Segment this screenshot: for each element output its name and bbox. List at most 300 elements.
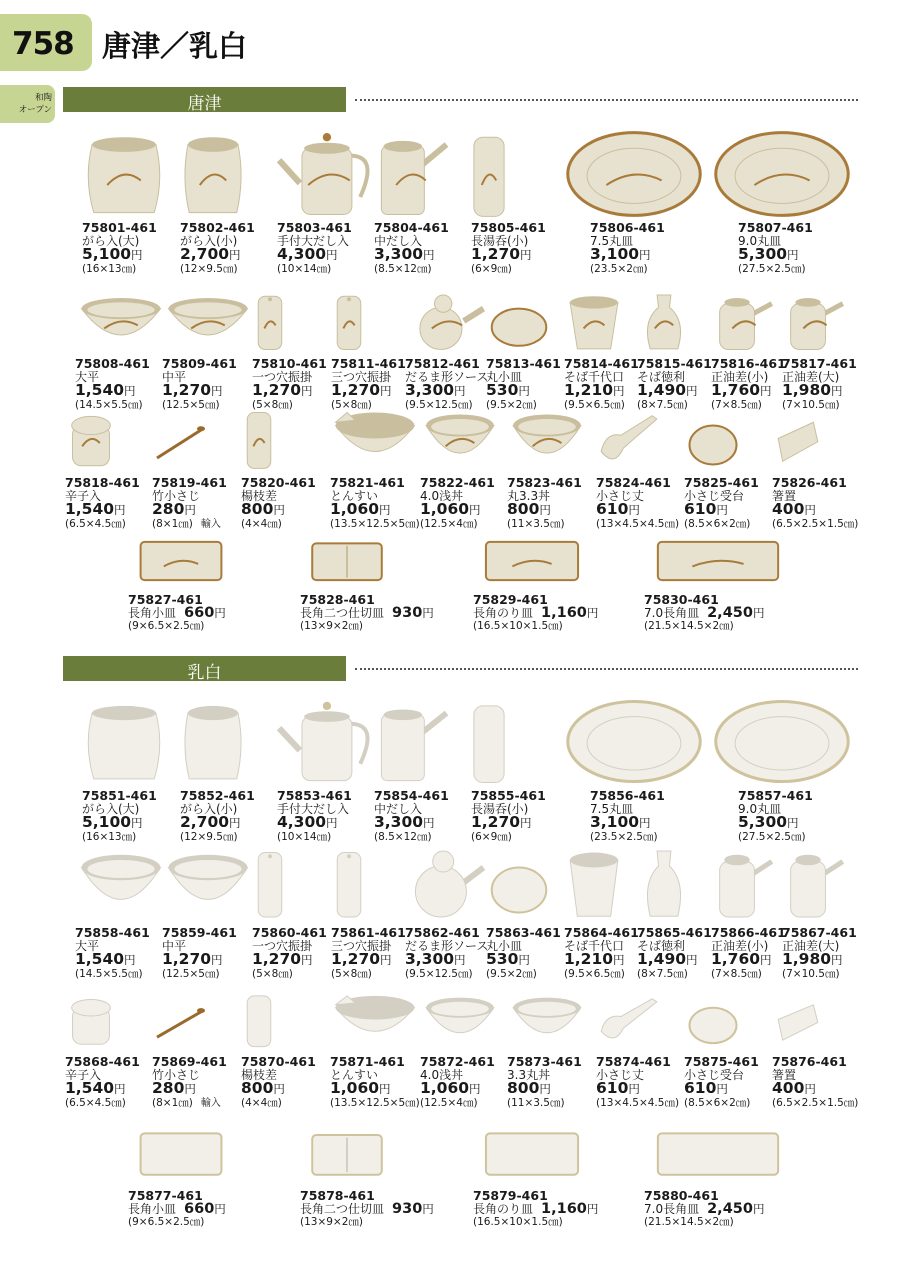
- page-title: 唐津／乳白: [102, 29, 248, 63]
- product-price: 4,300: [277, 245, 327, 263]
- product-code: 75854-461: [374, 788, 449, 803]
- yen-unit: 円: [214, 1201, 226, 1216]
- product-image: [483, 536, 581, 585]
- product-code: 75868-461: [65, 1054, 140, 1069]
- product-item: [241, 1055, 316, 1110]
- yen-unit: 円: [273, 1082, 285, 1096]
- product-name: がら入(小): [180, 233, 238, 248]
- product-item: [471, 789, 546, 844]
- yen-unit: 円: [184, 1082, 196, 1096]
- product-item: [507, 1055, 582, 1110]
- product-price: 1,540: [65, 1079, 115, 1097]
- yen-unit: 円: [760, 384, 772, 398]
- product-price-line: [420, 1079, 495, 1097]
- product-item: [65, 1055, 140, 1110]
- product-code: 75855-461: [471, 788, 546, 803]
- product-price-line: [473, 604, 599, 621]
- product-image: [654, 1127, 782, 1180]
- product-name: 箸置: [772, 488, 797, 503]
- product-price: 800: [241, 1079, 274, 1097]
- product-size: (8×1㎝) 輸入: [152, 517, 221, 530]
- product-price: 1,980: [782, 950, 832, 968]
- product-size: (5×8㎝): [252, 967, 293, 980]
- product-price: 610: [596, 1079, 629, 1097]
- product-code: 75875-461: [684, 1054, 759, 1069]
- product-price: 1,270: [331, 950, 381, 968]
- product-price: 1,760: [711, 950, 761, 968]
- product-item: [637, 926, 712, 981]
- product-name: 中だし入: [374, 801, 423, 816]
- product-image: [156, 990, 206, 1049]
- product-price-line: [180, 245, 255, 263]
- product-item: [65, 476, 140, 531]
- product-code: 75851-461: [82, 788, 157, 803]
- product-code: 75810-461: [252, 356, 327, 371]
- product-size: (12.5×4㎝): [420, 517, 478, 530]
- product-code: 75824-461: [596, 475, 671, 490]
- yen-unit: 円: [380, 953, 392, 967]
- product-price-line: [374, 813, 449, 831]
- product-price-line: [644, 604, 765, 621]
- yen-unit: 円: [131, 816, 143, 830]
- product-size: (8.5×6×2㎝): [684, 517, 751, 530]
- product-price: 1,060: [330, 1079, 380, 1097]
- product-image: [79, 845, 163, 920]
- product-item: [684, 476, 759, 531]
- product-item: [782, 926, 857, 981]
- product-code: 75827-461: [128, 592, 203, 607]
- product-item: [486, 926, 561, 981]
- product-price-line: [471, 813, 546, 831]
- product-item: [711, 926, 786, 981]
- product-item: [241, 476, 316, 531]
- product-size: (8×7.5㎝): [637, 967, 688, 980]
- product-size: (27.5×2.5㎝): [738, 262, 806, 275]
- product-price: 800: [241, 500, 274, 518]
- product-item: [596, 476, 679, 531]
- product-price-line: [507, 500, 582, 518]
- product-size: (23.5×2㎝): [590, 262, 648, 275]
- yen-unit: 円: [211, 384, 223, 398]
- product-price: 1,160: [541, 604, 587, 621]
- product-size: (9×6.5×2.5㎝): [128, 620, 205, 632]
- product-code: 75826-461: [772, 475, 847, 490]
- product-name: とんすい: [330, 1067, 379, 1082]
- product-size: (9.5×2㎝): [486, 967, 537, 980]
- product-price: 1,540: [75, 381, 125, 399]
- product-code: 75863-461: [486, 925, 561, 940]
- product-price-line: [564, 381, 639, 399]
- yen-unit: 円: [422, 605, 434, 620]
- product-image: [600, 406, 658, 471]
- product-code: 75803-461: [277, 220, 352, 235]
- product-name: 正油差(小): [711, 938, 769, 953]
- product-size: (9.5×6.5㎝): [564, 967, 625, 980]
- product-code: 75804-461: [374, 220, 449, 235]
- product-size: (9×6.5×2.5㎝): [128, 1216, 205, 1228]
- product-code: 75864-461: [564, 925, 639, 940]
- product-item: [300, 1189, 434, 1230]
- product-name: 箸置: [772, 1067, 797, 1082]
- product-name: そば徳利: [637, 369, 686, 384]
- yen-unit: 円: [787, 816, 799, 830]
- product-code: 75877-461: [128, 1188, 203, 1203]
- product-price: 280: [152, 500, 185, 518]
- yen-unit: 円: [613, 953, 625, 967]
- yen-unit: 円: [379, 503, 391, 517]
- yen-unit: 円: [831, 384, 843, 398]
- product-price-line: [82, 813, 157, 831]
- product-item: [420, 476, 495, 531]
- product-name: 小さじ丈: [596, 488, 645, 503]
- yen-unit: 円: [639, 248, 651, 262]
- product-image: [424, 990, 496, 1049]
- yen-unit: 円: [379, 1082, 391, 1096]
- product-name: 正油差(小): [711, 369, 769, 384]
- product-code: 75828-461: [300, 592, 375, 607]
- product-price-line: [644, 1200, 765, 1217]
- yen-unit: 円: [211, 953, 223, 967]
- yen-unit: 円: [804, 503, 816, 517]
- product-price-line: [711, 950, 786, 968]
- product-price-line: [772, 1079, 858, 1097]
- product-item: [180, 221, 255, 276]
- yen-unit: 円: [114, 503, 126, 517]
- product-name: がら入(小): [180, 801, 238, 816]
- product-image: [69, 990, 113, 1049]
- product-image: [256, 290, 284, 352]
- product-size: (16.5×10×1.5㎝): [473, 1216, 563, 1228]
- product-name: 中だし入: [374, 233, 423, 248]
- product-price-line: [596, 1079, 679, 1097]
- product-name: 長角二つ仕切皿: [300, 1201, 385, 1216]
- yen-unit: 円: [114, 1082, 126, 1096]
- product-size: (16.5×10×1.5㎝): [473, 620, 563, 632]
- product-item: [684, 1055, 759, 1110]
- product-image: [310, 536, 384, 585]
- product-size: (6×9㎝): [471, 830, 512, 843]
- product-name: 3.3丸丼: [507, 1067, 551, 1082]
- product-price: 800: [507, 1079, 540, 1097]
- product-price: 3,300: [374, 245, 424, 263]
- product-name: 正油差(大): [782, 369, 840, 384]
- product-size: (13×4.5×4.5㎝): [596, 517, 680, 530]
- product-image: [374, 697, 448, 786]
- product-price: 610: [596, 500, 629, 518]
- product-code: 75802-461: [180, 220, 255, 235]
- product-item: [590, 789, 665, 844]
- product-size: (10×14㎝): [277, 830, 332, 843]
- product-code: 75808-461: [75, 356, 150, 371]
- product-name: がら入(大): [82, 801, 140, 816]
- product-name: 手付大だし入: [277, 233, 350, 248]
- product-size: (8×1㎝) 輸入: [152, 1096, 221, 1109]
- product-image: [245, 990, 273, 1049]
- yen-unit: 円: [787, 248, 799, 262]
- product-size: (6.5×2.5×1.5㎝): [772, 517, 859, 530]
- product-price-line: [637, 381, 712, 399]
- product-price-line: [128, 604, 226, 621]
- product-name: 長湯呑(小): [471, 801, 529, 816]
- product-name: 4.0浅丼: [420, 488, 464, 503]
- product-name: 長角のり皿: [473, 605, 534, 620]
- product-size: (11×3.5㎝): [507, 1096, 565, 1109]
- product-price: 1,060: [420, 1079, 470, 1097]
- product-name: 7.5丸皿: [590, 801, 634, 816]
- product-price-line: [252, 381, 327, 399]
- product-image: [374, 128, 448, 220]
- product-image: [511, 990, 583, 1049]
- product-code: 75859-461: [162, 925, 237, 940]
- product-price-line: [420, 500, 495, 518]
- yen-unit: 円: [613, 384, 625, 398]
- product-price: 3,100: [590, 813, 640, 831]
- yen-unit: 円: [454, 953, 466, 967]
- product-name: 辛子入: [65, 1067, 102, 1082]
- product-size: (7×10.5㎝): [782, 398, 840, 411]
- yen-unit: 円: [539, 1082, 551, 1096]
- product-size: (9.5×12.5㎝): [405, 967, 473, 980]
- product-price: 1,760: [711, 381, 761, 399]
- product-price-line: [241, 500, 316, 518]
- product-price: 1,270: [252, 381, 302, 399]
- product-code: 75856-461: [590, 788, 665, 803]
- product-name: 三つ穴振掛: [331, 369, 392, 384]
- product-price: 1,060: [330, 500, 380, 518]
- product-image: [334, 990, 416, 1049]
- product-code: 75872-461: [420, 1054, 495, 1069]
- product-price-line: [471, 245, 546, 263]
- product-image: [471, 128, 507, 220]
- product-item: [252, 926, 327, 981]
- product-item: [128, 593, 226, 634]
- yen-unit: 円: [214, 605, 226, 620]
- product-item: [507, 476, 582, 531]
- product-name: 長角のり皿: [473, 1201, 534, 1216]
- product-name: 丸小皿: [486, 369, 523, 384]
- product-size: (12.5×4㎝): [420, 1096, 478, 1109]
- product-price: 3,100: [590, 245, 640, 263]
- product-price-line: [331, 381, 406, 399]
- product-price: 3,300: [374, 813, 424, 831]
- product-name: 一つ穴振掛: [252, 369, 313, 384]
- product-size: (21.5×14.5×2㎝): [644, 620, 734, 632]
- product-price-line: [241, 1079, 316, 1097]
- product-price-line: [507, 1079, 582, 1097]
- product-price-line: [738, 813, 813, 831]
- product-image: [277, 128, 381, 220]
- yen-unit: 円: [716, 503, 728, 517]
- product-item: [644, 593, 764, 634]
- product-price: 2,450: [707, 1200, 753, 1217]
- product-item: [473, 1189, 598, 1230]
- product-item: [277, 221, 352, 276]
- product-item: [420, 1055, 495, 1110]
- product-price: 5,300: [738, 245, 788, 263]
- product-price-line: [75, 950, 150, 968]
- product-price-line: [277, 813, 352, 831]
- product-image: [166, 290, 250, 352]
- product-price-line: [564, 950, 639, 968]
- product-price: 400: [772, 500, 805, 518]
- product-name: 手付大だし入: [277, 801, 350, 816]
- product-item: [738, 221, 813, 276]
- product-item: [564, 926, 639, 981]
- product-image: [82, 697, 166, 786]
- product-image: [310, 1127, 384, 1180]
- yen-unit: 円: [760, 953, 772, 967]
- product-price: 1,270: [471, 245, 521, 263]
- product-price-line: [486, 381, 561, 399]
- product-size: (13.5×12.5×5㎝): [330, 1096, 420, 1109]
- product-name: 楊枝差: [241, 1067, 278, 1082]
- product-price-line: [300, 1200, 434, 1217]
- yen-unit: 円: [586, 605, 599, 620]
- product-price-line: [405, 381, 488, 399]
- product-item: [564, 357, 639, 412]
- product-name: 辛子入: [65, 488, 102, 503]
- product-code: 75876-461: [772, 1054, 847, 1069]
- product-price: 5,300: [738, 813, 788, 831]
- product-price-line: [331, 950, 406, 968]
- yen-unit: 円: [423, 816, 435, 830]
- product-name: 大平: [75, 369, 100, 384]
- product-name: だるま形ソース: [405, 938, 489, 953]
- product-image: [409, 290, 485, 352]
- product-image: [138, 536, 224, 585]
- section-title: 乳白: [187, 663, 222, 683]
- product-price-line: [590, 245, 665, 263]
- product-item: [252, 357, 327, 412]
- yen-unit: 円: [380, 384, 392, 398]
- product-item: [82, 789, 157, 844]
- product-price-line: [75, 381, 150, 399]
- product-size: (5×8㎝): [252, 398, 293, 411]
- product-code: 75816-461: [711, 356, 786, 371]
- product-size: (12.5×5㎝): [162, 398, 220, 411]
- product-size: (16×13㎝): [82, 262, 137, 275]
- product-image: [180, 128, 246, 220]
- product-price: 1,490: [637, 950, 687, 968]
- product-size: (7×8.5㎝): [711, 967, 762, 980]
- product-size: (6.5×4.5㎝): [65, 1096, 126, 1109]
- product-image: [565, 128, 703, 220]
- product-item: [374, 789, 449, 844]
- product-size: (10×14㎝): [277, 262, 332, 275]
- product-image: [245, 406, 273, 471]
- product-size: (11×3.5㎝): [507, 517, 565, 530]
- section-divider: [355, 99, 858, 101]
- product-code: 75821-461: [330, 475, 405, 490]
- product-price: 660: [184, 604, 215, 621]
- product-item: [152, 1055, 227, 1110]
- product-image: [715, 845, 773, 920]
- product-image: [600, 990, 658, 1049]
- product-name: 大平: [75, 938, 100, 953]
- product-item: [772, 1055, 858, 1110]
- product-image: [654, 536, 782, 585]
- product-image: [256, 845, 284, 920]
- product-price: 280: [152, 1079, 185, 1097]
- product-code: 75825-461: [684, 475, 759, 490]
- yen-unit: 円: [454, 384, 466, 398]
- yen-unit: 円: [752, 1201, 765, 1216]
- product-price-line: [128, 1200, 226, 1217]
- product-size: (8.5×6×2㎝): [684, 1096, 751, 1109]
- yen-unit: 円: [686, 384, 698, 398]
- product-price: 1,540: [65, 500, 115, 518]
- product-price: 800: [507, 500, 540, 518]
- product-price: 1,270: [252, 950, 302, 968]
- product-image: [688, 406, 738, 471]
- section-header-karatsu: [63, 87, 346, 112]
- product-image: [82, 128, 166, 220]
- product-price: 5,100: [82, 245, 132, 263]
- side-tab-line-1: 和陶: [34, 93, 52, 103]
- product-image: [483, 1127, 581, 1180]
- product-item: [75, 926, 150, 981]
- product-price: 2,450: [707, 604, 753, 621]
- product-image: [335, 290, 363, 352]
- product-code: 75811-461: [331, 356, 406, 371]
- product-price-line: [738, 245, 813, 263]
- product-price: 1,210: [564, 950, 614, 968]
- yen-unit: 円: [831, 953, 843, 967]
- product-note: 輸入: [200, 1097, 221, 1109]
- yen-unit: 円: [184, 503, 196, 517]
- product-price-line: [684, 1079, 759, 1097]
- product-item: [330, 476, 420, 531]
- product-image: [180, 697, 246, 786]
- product-image: [786, 845, 844, 920]
- product-price: 5,100: [82, 813, 132, 831]
- product-image: [69, 406, 113, 471]
- product-code: 75861-461: [331, 925, 406, 940]
- product-name: 竹小さじ: [152, 1067, 201, 1082]
- product-size: (12.5×5㎝): [162, 967, 220, 980]
- product-code: 75878-461: [300, 1188, 375, 1203]
- product-item: [590, 221, 665, 276]
- product-name: がら入(大): [82, 233, 140, 248]
- product-name: 4.0浅丼: [420, 1067, 464, 1082]
- product-price-line: [473, 1200, 599, 1217]
- product-code: 75815-461: [637, 356, 712, 371]
- product-price-line: [330, 500, 420, 518]
- yen-unit: 円: [326, 248, 338, 262]
- product-name: 小さじ受台: [684, 1067, 745, 1082]
- product-name: 長湯呑(小): [471, 233, 529, 248]
- yen-unit: 円: [628, 503, 640, 517]
- product-size: (21.5×14.5×2㎝): [644, 1216, 734, 1228]
- product-price: 3,300: [405, 381, 455, 399]
- product-price-line: [590, 813, 665, 831]
- product-code: 75860-461: [252, 925, 327, 940]
- product-image: [335, 845, 363, 920]
- section-divider: [355, 668, 858, 670]
- product-code: 75869-461: [152, 1054, 227, 1069]
- product-image: [715, 290, 773, 352]
- product-size: (9.5×2㎝): [486, 398, 537, 411]
- product-price: 530: [486, 950, 519, 968]
- product-item: [330, 1055, 420, 1110]
- yen-unit: 円: [752, 605, 765, 620]
- product-item: [711, 357, 786, 412]
- product-item: [128, 1189, 226, 1230]
- product-image: [409, 845, 485, 920]
- yen-unit: 円: [586, 1201, 599, 1216]
- product-price-line: [152, 500, 227, 518]
- product-size: (8.5×12㎝): [374, 262, 432, 275]
